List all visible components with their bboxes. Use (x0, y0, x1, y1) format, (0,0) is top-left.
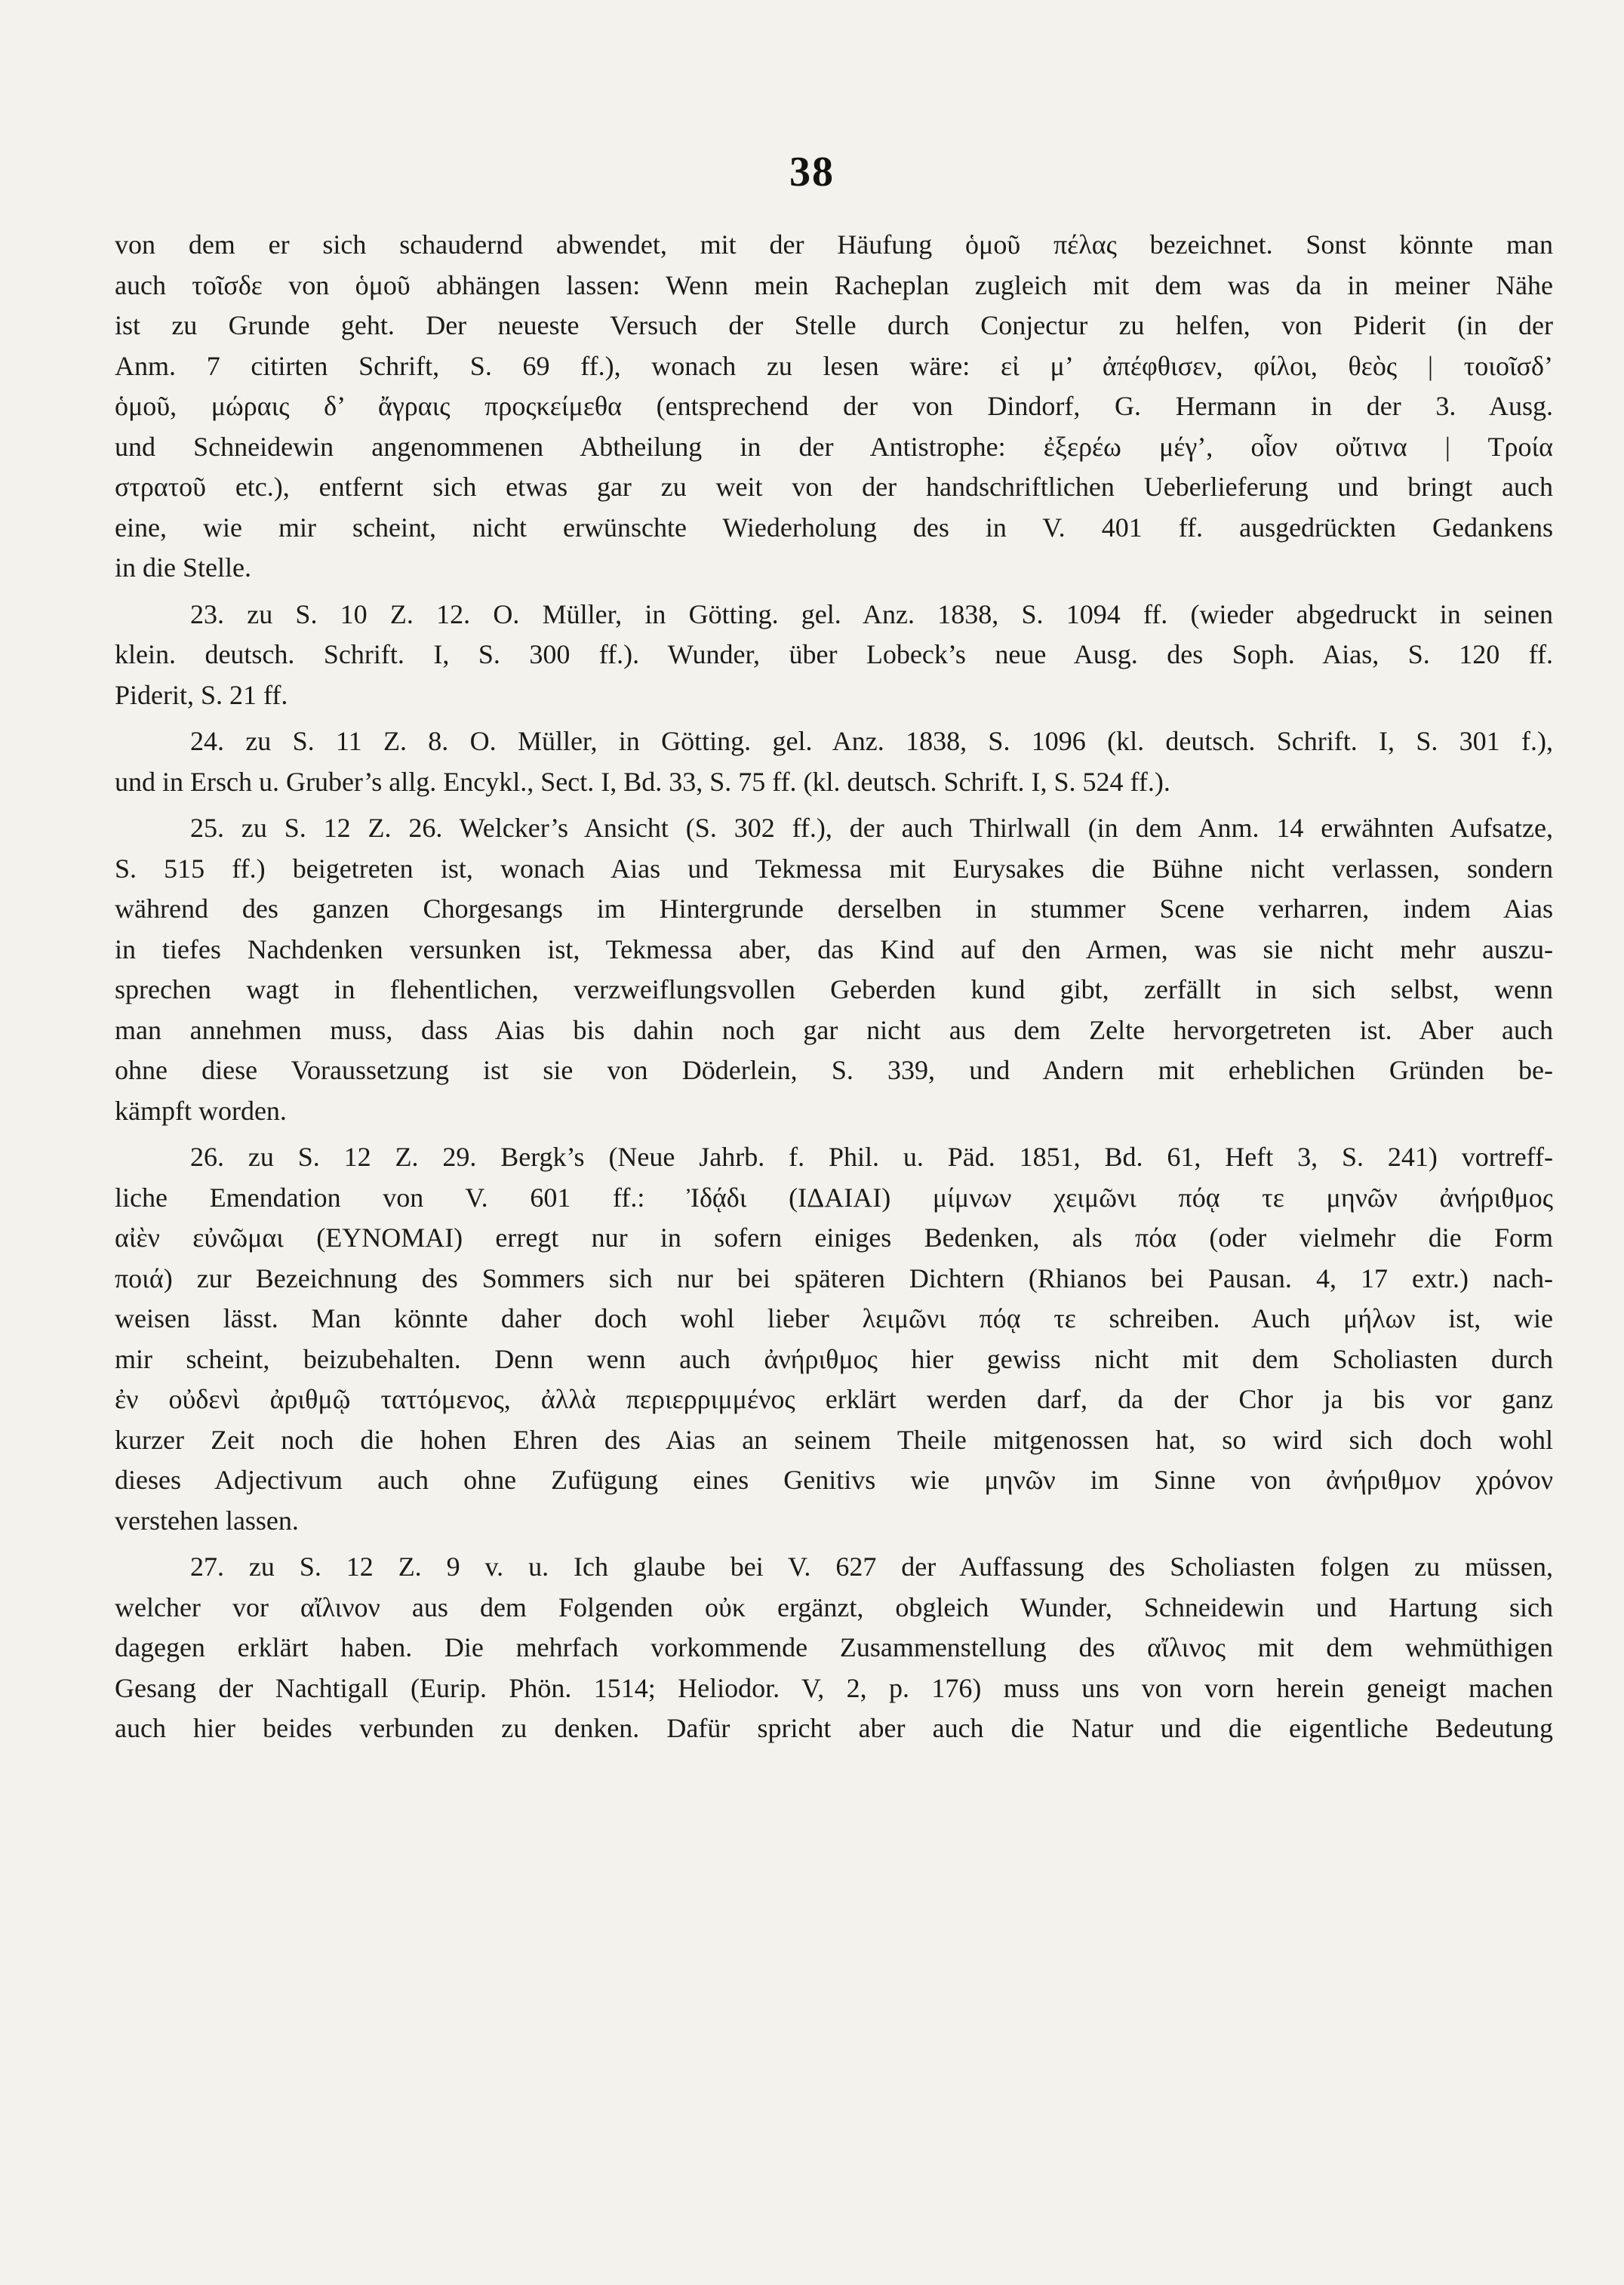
text-line: kurzer Zeit noch die hohen Ehren des Aias an seinem Theile mitgenossen hat, so wird sich doch wohl (115, 1424, 1553, 1455)
text-line: στρατοῦ etc.), entfernt sich etwas gar zu weit von der handschriftlichen Ueberlieferung und bringt auch (115, 472, 1553, 502)
text-line: S. 515 ff.) beigetreten ist, wonach Aias und Tekmessa mit Eurysakes die Bühne nicht verlassen, sondern (115, 853, 1553, 884)
text-line: 23. zu S. 10 Z. 12. O. Müller, in Götting. gel. Anz. 1838, S. 1094 ff. (wieder abgedruckt in seinen (190, 598, 1553, 629)
text-line: weisen lässt. Man könnte daher doch wohl lieber λειμῶνι πόᾳ τε schreiben. Auch μήλων ist, wie (115, 1303, 1553, 1333)
text-line: 27. zu S. 12 Z. 9 v. u. Ich glaube bei V. 627 der Auffassung des Scholiasten folgen zu müssen, (190, 1552, 1553, 1582)
text-line: ὁμοῦ, μώραις δ’ ἄγραις προςκείμεθα (entsprechend der von Dindorf, G. Hermann in der 3. Ausg. (115, 391, 1553, 421)
text-line: mir scheint, beizubehalten. Denn wenn auch ἀνήριθμος hier gewiss nicht mit dem Scholiasten durch (115, 1343, 1553, 1374)
text-line: ἐν οὐδενὶ ἀριθμῷ ταττόμενος, ἀλλὰ περιερριμμένος erklärt werden darf, da der Chor ja bis vor ganz (115, 1384, 1553, 1414)
text-line: klein. deutsch. Schrift. I, S. 300 ff.). Wunder, über Lobeck’s neue Ausg. des Soph. Aias, S. 120 ff. (115, 639, 1553, 669)
note-23 (115, 595, 1553, 716)
body-text (115, 225, 1553, 1749)
text-line: auch hier beides verbunden zu denken. Dafür spricht aber auch die Natur und die eigentliche Bedeutung (115, 1713, 1553, 1743)
text-line: dagegen erklärt haben. Die mehrfach vorkommende Zusammenstellung des αἴλινος mit dem wehmüthigen (115, 1632, 1553, 1662)
paragraph-gap (115, 1131, 1553, 1137)
text-line: welcher vor αἴλινον aus dem Folgenden οὐκ ergänzt, obgleich Wunder, Schneidewin und Hartung sich (115, 1592, 1553, 1622)
text-line: und Schneidewin angenommenen Abtheilung in der Antistrophe: ἐξερέω μέγ’, οἷον οὔτινα | Τροία (115, 431, 1553, 462)
note-24 (115, 721, 1553, 802)
text-line: 25. zu S. 12 Z. 26. Welcker’s Ansicht (S. 302 ff.), der auch Thirlwall (in dem Anm. 14 erwähnten Aufsatze, (190, 813, 1553, 843)
text-line: αἰὲν εὐνῶμαι (ΕΥΝΟΜΑΙ) erregt nur in sofern einiges Bedenken, als πόα (oder vielmehr die Form (115, 1222, 1553, 1253)
note-27 (115, 1547, 1553, 1749)
page-number: 38 (789, 149, 835, 195)
text-line: kämpft worden. (115, 1095, 287, 1126)
text-line: Piderit, S. 21 ff. (115, 679, 288, 710)
text-line: eine, wie mir scheint, nicht erwünschte Wiederholung des in V. 401 ff. ausgedrückten Gedankens (115, 512, 1553, 543)
text-line: auch τοῖσδε von ὁμοῦ abhängen lassen: Wenn mein Racheplan zugleich mit dem was da in meiner Nähe (115, 269, 1553, 300)
text-line: in die Stelle. (115, 552, 251, 583)
text-line: ohne diese Voraussetzung ist sie von Döderlein, S. 339, und Andern mit erheblichen Gründen be- (115, 1055, 1553, 1085)
text-line: in tiefes Nachdenken versunken ist, Tekmessa aber, das Kind auf den Armen, was sie nicht mehr auszu- (115, 933, 1553, 964)
text-line: dieses Adjectivum auch ohne Zufügung eines Genitivs wie μηνῶν im Sinne von ἀνήριθμον χρόνον (115, 1465, 1553, 1495)
text-line: ποιά) zur Bezeichnung des Sommers sich nur bei späteren Dichtern (Rhianos bei Pausan. 4, 17 extr.) nach- (115, 1262, 1553, 1293)
paragraph-gap (115, 802, 1553, 808)
text-line: ist zu Grunde geht. Der neueste Versuch der Stelle durch Conjectur zu helfen, von Piderit (in der (115, 310, 1553, 340)
paragraph-continuation (115, 225, 1553, 589)
text-line: liche Emendation von V. 601 ff.: Ἰδᾴδι (ΙΔΑΙΑΙ) μίμνων χειμῶνι πόᾳ τε μηνῶν ἀνήριθμος (115, 1182, 1553, 1213)
text-line: sprechen wagt in flehentlichen, verzweiflungsvollen Geberden kund gibt, zerfällt in sich selbst, wenn (115, 974, 1553, 1004)
text-line: von dem er sich schaudernd abwendet, mit der Häufung ὁμοῦ πέλας bezeichnet. Sonst könnte man (115, 229, 1553, 260)
paragraph-gap (115, 589, 1553, 595)
note-25 (115, 808, 1553, 1131)
text-line: verstehen lassen. (115, 1505, 299, 1536)
text-line: Anm. 7 citirten Schrift, S. 69 ff.), wonach zu lesen wäre: εἰ μ’ ἀπέφθισεν, φίλοι, θεὸς | τοιοῖσδ’ (115, 350, 1553, 381)
text-line: während des ganzen Chorgesangs im Hintergrunde derselben in stummer Scene verharren, indem Aias (115, 893, 1553, 924)
text-line: 24. zu S. 11 Z. 8. O. Müller, in Götting. gel. Anz. 1838, S. 1096 (kl. deutsch. Schrift. I, S. 301 f.), (190, 726, 1553, 756)
note-26 (115, 1137, 1553, 1541)
text-line: und in Ersch u. Gruber’s allg. Encykl., Sect. I, Bd. 33, S. 75 ff. (kl. deutsch. Schrift. I, S. 524 ff.). (115, 766, 1170, 797)
text-line: Gesang der Nachtigall (Eurip. Phön. 1514; Heliodor. V, 2, p. 176) muss uns von vorn herein geneigt machen (115, 1672, 1553, 1703)
text-line: 26. zu S. 12 Z. 29. Bergk’s (Neue Jahrb. f. Phil. u. Päd. 1851, Bd. 61, Heft 3, S. 241) vortreff- (190, 1142, 1553, 1172)
paragraph-gap (115, 715, 1553, 721)
text-line: man annehmen muss, dass Aias bis dahin noch gar nicht aus dem Zelte hervorgetreten ist. Aber auch (115, 1014, 1553, 1045)
paragraph-gap (115, 1541, 1553, 1547)
